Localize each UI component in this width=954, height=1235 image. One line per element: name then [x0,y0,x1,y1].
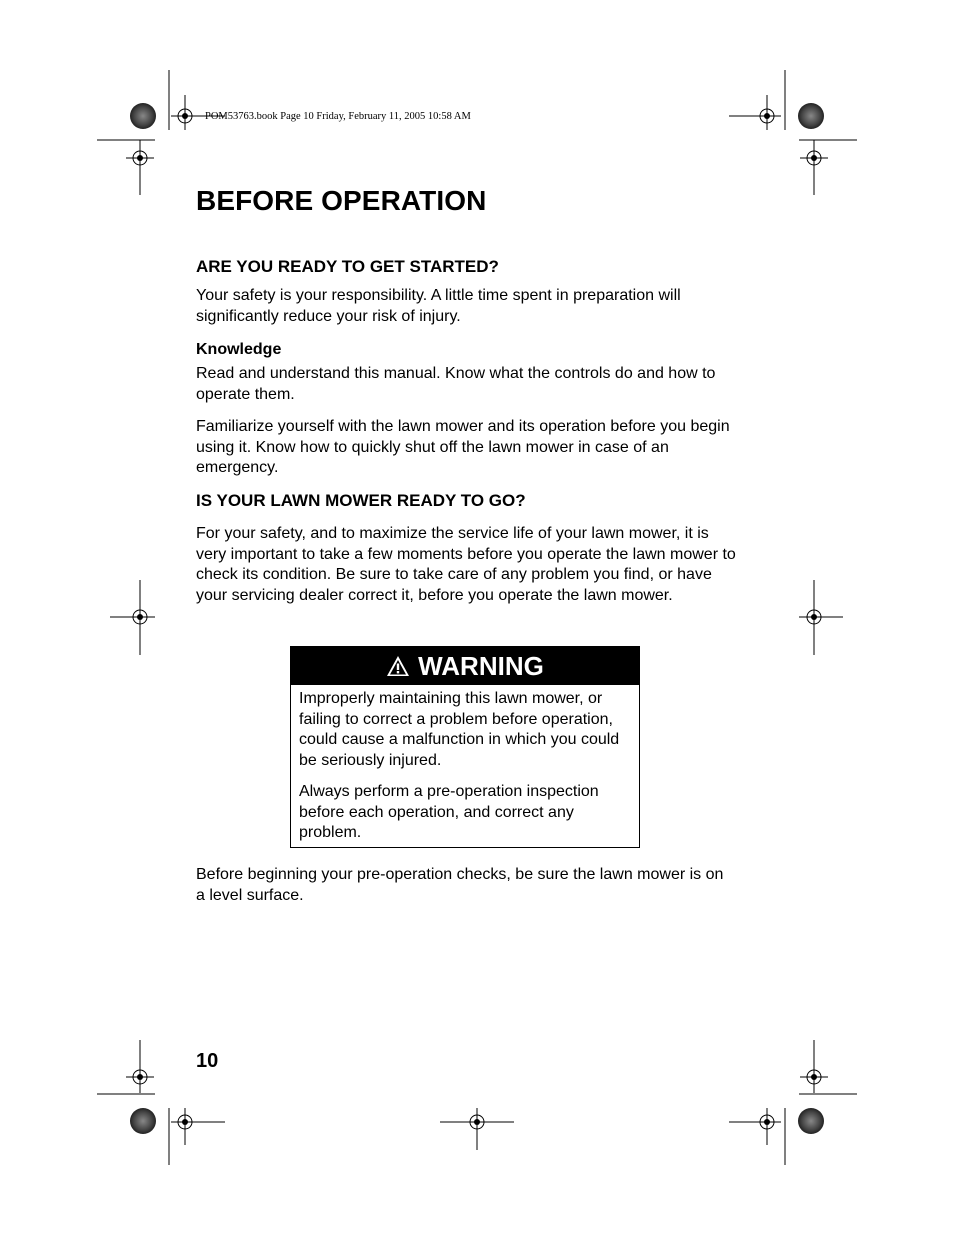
closing-paragraph: Before beginning your pre-operation checks, be sure the lawn mower is on a level surface. [196,866,724,904]
knowledge-heading: Knowledge [196,341,282,358]
knowledge-paragraph-2: Familiarize yourself with the lawn mower and its operation before you begin using it. Know how to quickly shut off the lawn mower in case of an emergency. [196,418,730,476]
knowledge-paragraph-1: Read and understand this manual. Know what the controls do and how to operate them. [196,365,716,403]
intro-paragraph: Your safety is your responsibility. A little time spent in preparation will significantly reduce your risk of injury. [196,287,681,325]
page-number: 10 [196,1050,219,1072]
warning-box [290,646,640,848]
warning-label: WARNING [418,650,544,681]
warning-paragraph-2: Always perform a pre-operation inspection before each operation, and correct any problem. [299,783,599,841]
print-header: POM53763.book Page 10 Friday, February 11, 2005 10:58 AM [205,111,471,122]
warning-paragraph-1: Improperly maintaining this lawn mower, or failing to correct a problem before operation, could cause a malfunction in which you could be seriously injured. [299,690,620,769]
page-title: BEFORE OPERATION [196,185,487,216]
warning-body [291,685,639,844]
warning-header [291,647,639,685]
mower-ready-paragraph: For your safety, and to maximize the service life of your lawn mower, it is very important to take a few moments before you operate the lawn mower to check its condition. Be sure to take care of any problem you find, or have your servicing dealer correct it, before you operate the lawn mower. [196,525,736,604]
section-heading-ready-to-start: ARE YOU READY TO GET STARTED? [196,257,499,276]
section-heading-mower-ready: IS YOUR LAWN MOWER READY TO GO? [196,491,526,510]
warning-triangle-icon [386,655,410,677]
